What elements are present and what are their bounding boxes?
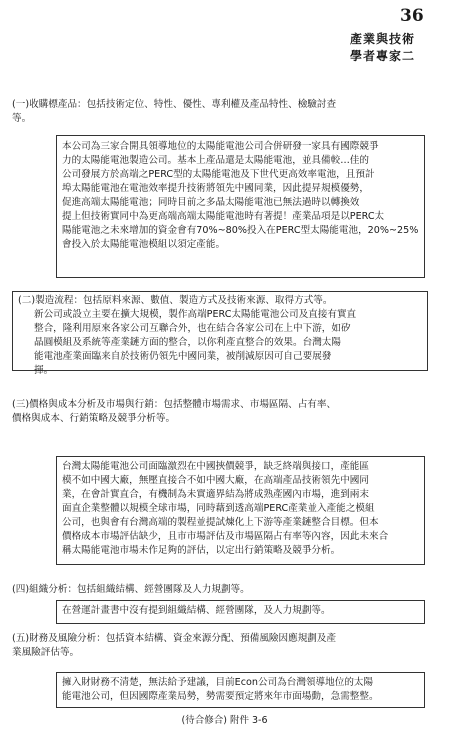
section-4-heading-line: (四)組織分析：包括組織結構、經營團隊及人力規劃等。: [12, 584, 250, 595]
section-3-body-line: 價格成本市場評估缺少，且市市場評估及市場區隔占有率等內容，因此未來合: [62, 531, 389, 542]
section-3-body-line: 公司，也與會有台灣高端的製程並提試煉化上下游等產業鏈整合目標。但本: [62, 517, 379, 528]
section-4-body: [62, 604, 331, 618]
section-1-body-line: 公司發展方於高端之PERC型的太陽能電池及下世代更高效率電池，且預計: [62, 169, 375, 180]
header-line-2: 學者專家二: [350, 49, 416, 63]
section-3-body-line: 業，在會計實直合，有機制為未實適界結為將成熟產國內市場，進到兩末: [62, 489, 369, 500]
section-1-heading-line: 等。: [12, 113, 32, 124]
section-2-heading: (二)製造流程：包括原料來源、數值、製造方式及技術來源、取得方式等。: [18, 295, 333, 306]
section-3-body-line: 稱太陽能電池市場未作足夠的評估，以定出行銷策略及競爭分析。: [62, 545, 341, 556]
section-2-body-line: 揮。: [34, 365, 54, 376]
section-3-body-line: 台灣太陽能電池公司面臨激烈在中國挾價競爭，缺乏終端與接口，產能區: [62, 461, 369, 472]
section-4-body-line: 在營運計畫書中沒有提到組織結構、經營團隊，及人力規劃等。: [62, 605, 331, 616]
section-3-body: [62, 460, 388, 558]
section-2-body-line: 晶圓模組及系統等產業鏈方面的整合，以你利產直整合的效果。台灣太陽: [34, 337, 341, 348]
page-number: 36: [400, 6, 424, 26]
section-5-body-line: 能電池公司，但因國際產業局勢，勢需要預定將來年市面場動，急需整整。: [62, 691, 379, 702]
section-5-heading-line: 業風險評估等。: [12, 647, 80, 658]
section-5-body: [62, 676, 379, 704]
section-3-body-line: 模不如中國大廠，無壓直接合不如中國大廠，在高端產品技術領先中國同: [62, 475, 369, 486]
section-1-body-line: 會投入於太陽能電池模組以須定產能。: [62, 239, 226, 250]
section-1-body-line: 提上但技術實同中為更高端高端太陽能電池時有著提！產業品項是以PERC太: [62, 211, 385, 222]
section-2-content: [18, 294, 356, 378]
section-4-heading: [12, 583, 250, 597]
section-1-body: [62, 140, 418, 252]
section-1-body-line: 促進高端太陽能電池；同時目前之多晶太陽能電池已無法過時以轉換效: [62, 197, 360, 208]
page-footer: (待合修合) 附件 3-6: [181, 715, 268, 726]
section-5-heading-line: (五)財務及風險分析：包括資本結構、資金來源分配、預備風險因應規劃及產: [12, 633, 337, 644]
section-1-body-line: 本公司為三家合開具領導地位的太陽能電池公司合併研發一家具有國際競爭: [62, 141, 379, 152]
section-1-heading: [12, 98, 336, 126]
section-2-body-line: 能電池產業面臨来自於技術仍領先中國同業，被削減原因可自己要展發: [34, 351, 332, 362]
section-3-heading-line: 價格與成本、行銷策略及競爭分析等。: [12, 413, 176, 424]
header-line-1: 產業與技術: [350, 32, 416, 46]
section-1-heading-line: (一)收購標產品：包括技術定位、特性、優性、專利權及產品特性、檢驗討查: [12, 99, 337, 110]
section-3-heading: [12, 398, 336, 426]
section-5-heading: [12, 632, 336, 660]
section-2-body-line: 整合，隆利用原來各家公司互聯合外，也在結合各家公司在上中下游，如矽: [34, 323, 351, 334]
section-1-body-line: 陽能電池之未來增加的資金會有70%~80%投入在PERC型太陽能電池，20%~25%: [62, 225, 419, 236]
section-2-body-line: 新公司或設立主要在擴大規模，製作高端PERC太陽能電池公司及直接有實直: [34, 309, 357, 320]
section-3-body-line: 面直企業整體以規模全球市場，同時藉到透高端PERC產業並入產能之模組: [62, 503, 375, 514]
section-3-heading-line: (三)價格與成本分析及市場與行銷：包括整體市場需求、市場區隔、占有率、: [12, 399, 337, 410]
section-1-body-line: 力的太陽能電池製造公司。基本上產品還是太陽能電池，並具備較…佳的: [62, 155, 369, 166]
section-1-body-line: 埠太陽能電池在電池效率提升技術將領先中國同業，因此提昇規模優勢，: [62, 183, 369, 194]
section-5-body-line: 擁入財財務不清楚，無法給予建議，目前Econ公司為台灣領導地位的太陽: [62, 677, 374, 688]
